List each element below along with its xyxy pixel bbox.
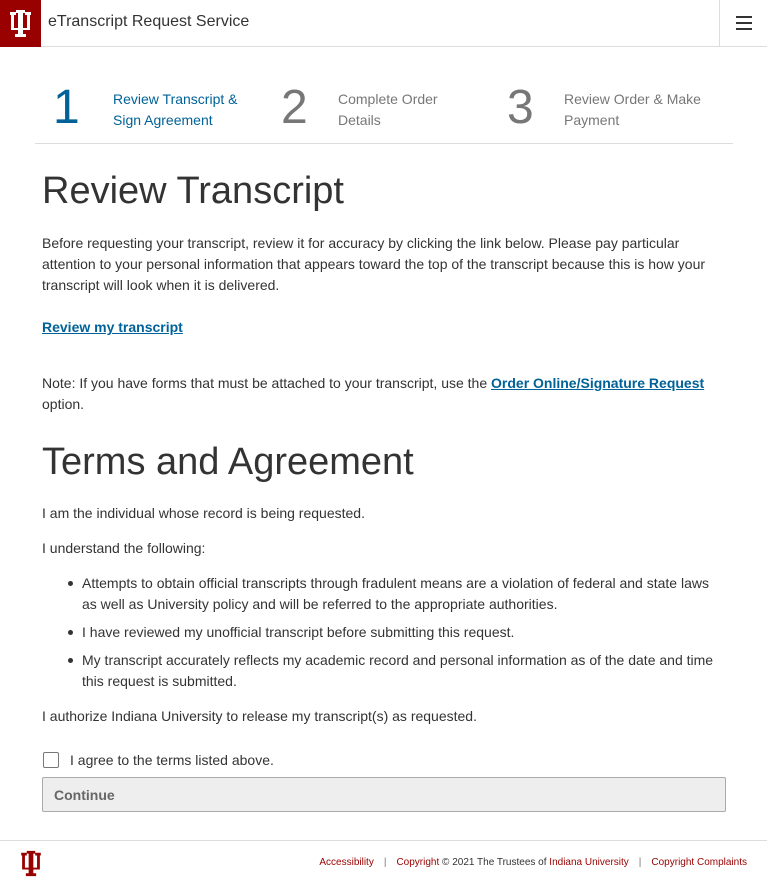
copyright-complaints-link[interactable]: Copyright Complaints: [651, 857, 747, 868]
step-number: 3: [507, 81, 534, 134]
terms-heading: Terms and Agreement: [42, 441, 414, 483]
menu-button[interactable]: [719, 0, 767, 46]
page-title: Review Transcript: [42, 170, 344, 212]
step-3: [507, 80, 733, 142]
list-item: Attempts to obtain official transcripts through fradulent means are a violation of federal and state laws as well as University policy and will be referred to the appropriate authorities.: [82, 573, 726, 615]
indiana-university-link[interactable]: Indiana University: [549, 857, 629, 868]
top-bar: [0, 0, 767, 47]
progress-steps: [35, 80, 733, 144]
step-label: Review Transcript & Sign Agreement: [113, 91, 238, 128]
review-transcript-link[interactable]: Review my transcript: [42, 319, 183, 335]
order-online-signature-link[interactable]: Order Online/Signature Request: [491, 375, 705, 391]
terms-list: [42, 573, 726, 699]
app-title: eTranscript Request Service: [48, 13, 250, 30]
attachment-note: Note: If you have forms that must be attached to your transcript, use the Order Online/Signature Request option.: [42, 375, 705, 412]
continue-button[interactable]: Continue: [42, 777, 726, 812]
iu-logo[interactable]: [0, 0, 41, 47]
copyright-text: © 2021 The Trustees of: [439, 857, 550, 868]
accessibility-link[interactable]: Accessibility: [319, 857, 374, 868]
copyright-link[interactable]: Copyright: [396, 857, 440, 868]
iu-trident-icon: [9, 8, 32, 38]
step-2: [281, 80, 481, 142]
footer: [0, 840, 767, 889]
terms-line-1: I am the individual whose record is being requested.: [42, 505, 365, 521]
step-1: [53, 80, 253, 142]
iu-trident-icon[interactable]: [20, 849, 42, 877]
step-label: Review Order & Make Payment: [564, 91, 701, 128]
list-item: My transcript accurately reflects my academic record and personal information as of the date and time this request is submitted.: [82, 650, 726, 692]
step-number: 1: [53, 81, 80, 134]
footer-links: Accessibility | Copyright © 2021 The Trustees of Indiana University | Copyright Complaints: [319, 857, 747, 868]
terms-line-3: I authorize Indiana University to release my transcript(s) as requested.: [42, 708, 477, 724]
agree-checkbox[interactable]: [43, 752, 59, 768]
agree-label[interactable]: I agree to the terms listed above.: [70, 752, 274, 768]
list-item: I have reviewed my unofficial transcript before submitting this request.: [82, 622, 726, 643]
main-content: [42, 166, 726, 803]
terms-line-2: I understand the following:: [42, 540, 206, 556]
step-number: 2: [281, 81, 308, 134]
step-label: Complete Order Details: [338, 91, 438, 128]
hamburger-menu-icon: [736, 16, 752, 18]
review-intro: Before requesting your transcript, review it for accuracy by clicking the link below. Please pay particular attention to your personal information that appears toward the top of the transcript because this is how your transcript will look when it is delivered.: [42, 235, 706, 293]
